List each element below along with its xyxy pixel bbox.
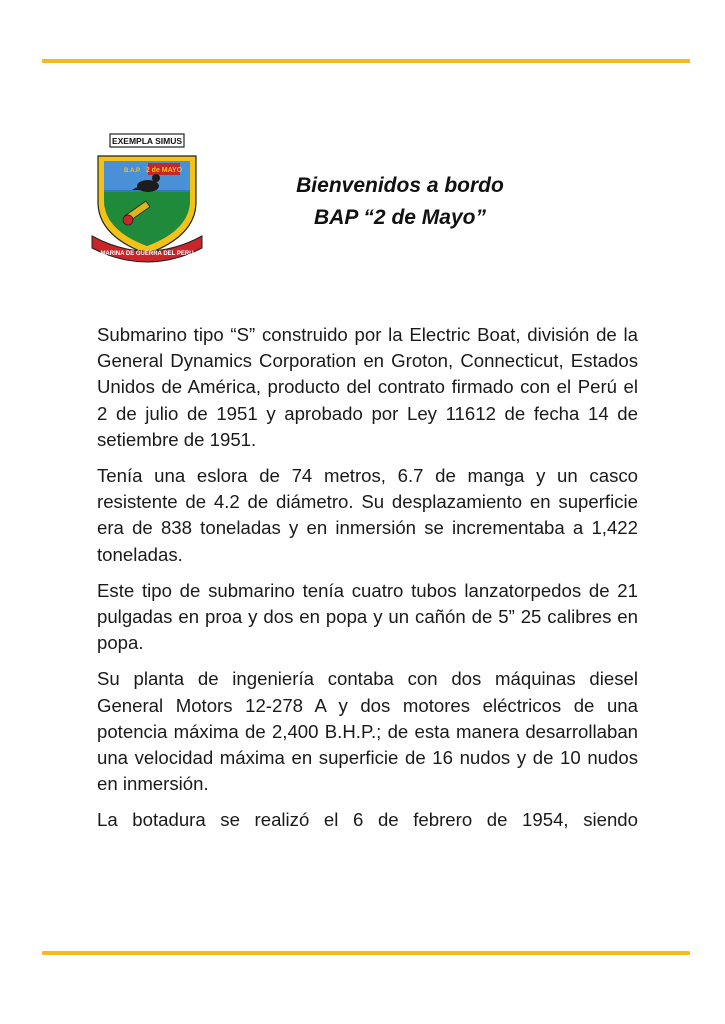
svg-text:B.A.P.: B.A.P. — [124, 168, 141, 174]
paragraph: Tenía una eslora de 74 metros, 6.7 de manga y un casco resistente de 4.2 de diámetro. Su desplazamiento en superficie era de 838 toneladas y en inmersión se incrementaba a 1,422 toneladas. — [97, 465, 638, 565]
ship-crest-logo — [88, 132, 206, 264]
body-text — [97, 322, 638, 844]
paragraph: Su planta de ingeniería contaba con dos máquinas diesel General Motors 12-278 A y dos motores eléctricos de una potencia máxima de 2,400 B.H.P.; de esta manera desarrollaban una velocidad máxima en superficie de 16 nudos y de 10 nudos en inmersión. — [97, 668, 638, 795]
svg-text:MARINA DE GUERRA DEL PERU: MARINA DE GUERRA DEL PERU — [100, 251, 194, 257]
top-accent-rule — [42, 59, 690, 63]
svg-text:EXEMPLA SIMUS: EXEMPLA SIMUS — [111, 136, 183, 146]
paragraph: La botadura se realizó el 6 de febrero de 1954, siendo — [97, 809, 638, 831]
welcome-line-2: BAP “2 de Mayo” — [314, 206, 486, 229]
welcome-heading — [250, 170, 550, 234]
welcome-line-1: Bienvenidos a bordo — [296, 174, 504, 197]
paragraph: Este tipo de submarino tenía cuatro tubos lanzatorpedos de 21 pulgadas en proa y dos en popa y un cañón de 5” 25 calibres en popa. — [97, 579, 638, 654]
svg-text:2 de MAYO: 2 de MAYO — [145, 167, 183, 174]
paragraph: Submarino tipo “S” construido por la Electric Boat, división de la General Dynamics Corporation en Groton, Connecticut, Estados Unidos de América, producto del contrato firmado con el Perú el 2 de julio de 1951 y aprobado por Ley 11612 de fecha 14 de setiembre de 1951. — [97, 324, 638, 450]
bottom-accent-rule — [42, 951, 690, 955]
